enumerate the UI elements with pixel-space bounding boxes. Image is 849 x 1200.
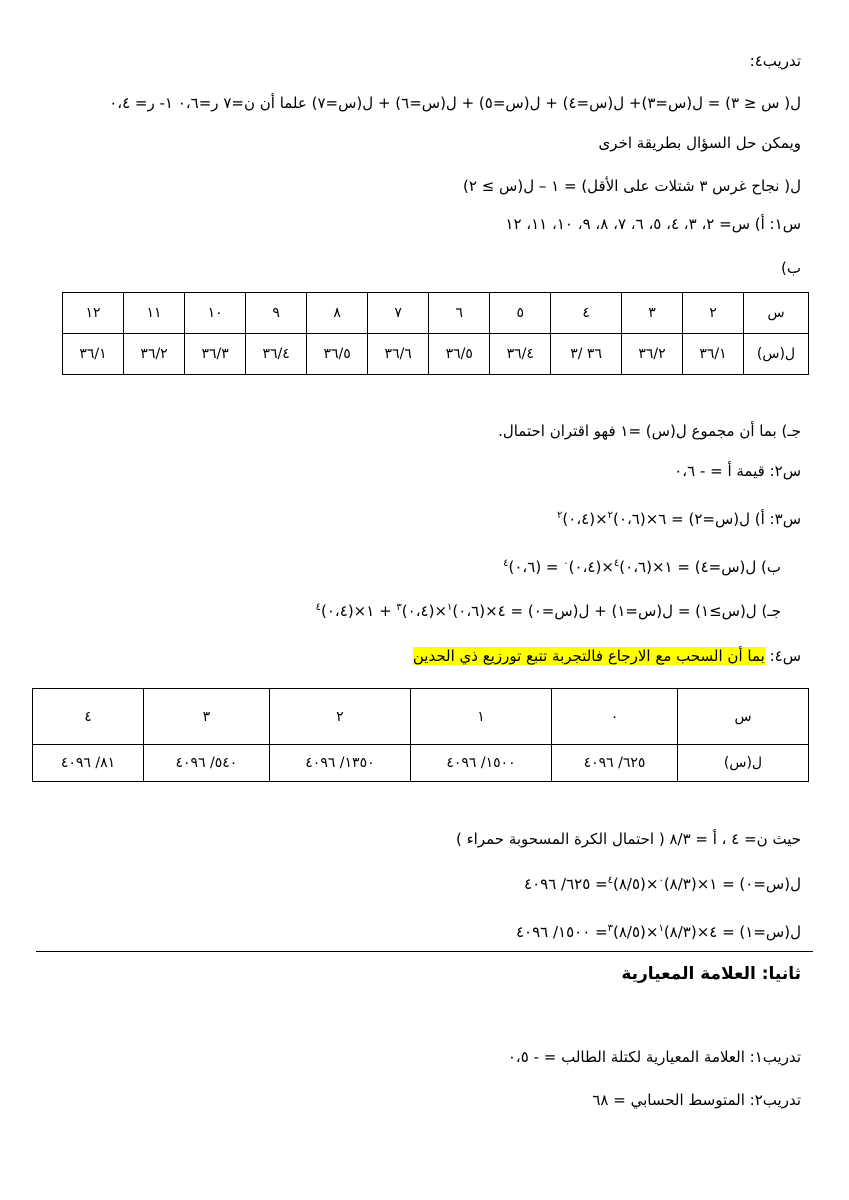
expr-text: ×(٠،٤) [562, 510, 608, 528]
q2-answer: س٢: قيمة أ = - ٠،٦ [674, 462, 801, 480]
expr-text: = ٦٢٥/ ٤٠٩٦ [524, 875, 608, 893]
table-cell: ٤ [551, 293, 622, 334]
table-cell: ٧ [368, 293, 429, 334]
table-cell: ٣٦/٣ [185, 334, 246, 375]
expr-text: ل(س=١) = ٤×(٨/٣) [663, 923, 801, 941]
exponent: ٣ [607, 923, 613, 934]
expr-text: + ١×(٠،٤) [321, 602, 397, 620]
exponent: ١ [658, 923, 664, 934]
q4-p0 [36, 873, 801, 895]
alt-method-note: ويمكن حل السؤال بطريقة اخرى [598, 134, 801, 152]
expr-text: ×(٠،٤) [568, 558, 614, 576]
table-cell: ٣٦/٤ [246, 334, 307, 375]
table-cell: ٣٦/٦ [368, 334, 429, 375]
table-cell: ١٣٥٠/ ٤٠٩٦ [269, 745, 410, 782]
table-cell: ٥ [490, 293, 551, 334]
table-cell: ٢ [269, 689, 410, 745]
section-divider [36, 951, 813, 952]
exponent: ٤ [315, 602, 321, 613]
table-cell: ٠ [552, 689, 678, 745]
q1-part-b-label: ب) [781, 259, 801, 277]
table-cell: ٤ [33, 689, 144, 745]
highlighted-text: بما أن السحب مع الارجاع فالتجربة تتبع تورزيع ذي الحدين [412, 647, 765, 665]
table-cell: ١١ [124, 293, 185, 334]
exercise4-title: تدريب٤: [749, 52, 801, 70]
exercise1-answer: تدريب١: العلامة المعيارية لكتلة الطالب = - ٠،٥ [507, 1048, 801, 1066]
table-cell: ٣ [143, 689, 269, 745]
table-header-cell: ل(س) [678, 745, 809, 782]
q1-part-c: جـ) بما أن مجموع ل(س) =١ فهو اقتران احتمال. [498, 422, 801, 440]
expr-text: س٣: أ) ل(س=٢) = ٦×(٠،٦) [613, 510, 801, 528]
expr-text: ل(س=٠) = ١×(٨/٣) [663, 875, 801, 893]
exercise4-equation: ل( س ≤ ٣) = ل(س=٣)+ ل(س=٤) + ل(س=٥) + ل(س=٦) + ل(س=٧) علما أن ن=٧ ر=٠،٦ ١- ر= ٠،٤ [109, 94, 801, 112]
q3-part-b [36, 556, 781, 578]
q4-label: س٤: [764, 647, 801, 665]
table-cell: ٣٦/١ [63, 334, 124, 375]
distribution-table-1 [62, 292, 809, 375]
table-cell: ٩ [246, 293, 307, 334]
table-cell: ١٠ [185, 293, 246, 334]
table-cell: ٨١/ ٤٠٩٦ [33, 745, 144, 782]
table-cell: ٣٦/١ [682, 334, 743, 375]
table-cell: ٣٦/٥ [307, 334, 368, 375]
table-cell: ٣٦ /٣ [551, 334, 622, 375]
complement-equation: ل( نجاح غرس ٣ شتلات على الأقل) = ١ – ل(س ≥ ٢) [463, 177, 801, 195]
table-cell: ٥٤٠/ ٤٠٩٦ [143, 745, 269, 782]
q3-part-a [36, 508, 801, 530]
exponent: ٢ [607, 510, 614, 521]
q3-part-c [36, 600, 781, 622]
section-heading: ثانيا: العلامة المعيارية [621, 964, 801, 984]
exercise2-answer: تدريب٢: المتوسط الحسابي = ٦٨ [592, 1091, 801, 1109]
distribution-table-2 [32, 688, 809, 782]
table-cell: ٢ [682, 293, 743, 334]
table-cell: ١٥٠٠/ ٤٠٩٦ [410, 745, 551, 782]
table-cell: ١٢ [63, 293, 124, 334]
table-cell: ٣ [621, 293, 682, 334]
q4-given: حيث ن= ٤ ، أ = ٨/٣ ( احتمال الكرة المسحوبة حمراء ) [455, 830, 801, 848]
exponent: ٠ [658, 875, 664, 886]
table-cell: ٣٦/٤ [490, 334, 551, 375]
expr-text: ×(٨/٥) [612, 875, 659, 893]
table-row [33, 745, 809, 782]
exponent: ٤ [607, 875, 613, 886]
table-row [33, 689, 809, 745]
table-cell: ٣٦/٥ [429, 334, 490, 375]
expr-text: ب) ل(س=٤) = ١×(٠،٦) [619, 558, 781, 576]
exponent: ٤ [613, 558, 620, 569]
table-cell: ٣٦/٢ [621, 334, 682, 375]
expr-text: ×(٠،٤) [401, 602, 448, 620]
q4-p1 [36, 921, 801, 943]
exponent: ٠ [563, 558, 569, 569]
q1-part-a: س١: أ) س= ٢، ٣، ٤، ٥، ٦، ٧، ٨، ٩، ١٠، ١١، ١٢ [505, 215, 801, 233]
exponent: ٢ [557, 510, 563, 521]
table-row [63, 334, 809, 375]
expr-text: ×(٨/٥) [612, 923, 659, 941]
table-cell: ٨ [307, 293, 368, 334]
table-row [63, 293, 809, 334]
q4-statement [36, 645, 801, 667]
table-cell: ٦ [429, 293, 490, 334]
table-cell: ١ [410, 689, 551, 745]
table-header-cell: س [678, 689, 809, 745]
table-header-cell: ل(س) [744, 334, 809, 375]
exponent: ٤ [503, 558, 509, 569]
exponent: ٣ [396, 602, 402, 613]
table-cell: ٦٢٥/ ٤٠٩٦ [552, 745, 678, 782]
table-cell: ٣٦/٢ [124, 334, 185, 375]
exponent: ١ [447, 602, 453, 613]
expr-text: = (٠،٦) [508, 558, 564, 576]
table-header-cell: س [744, 293, 809, 334]
expr-text: جـ) ل(س≥١) = ل(س=١) + ل(س=٠) = ٤×(٠،٦) [452, 602, 781, 620]
expr-text: = ١٥٠٠/ ٤٠٩٦ [515, 923, 608, 941]
